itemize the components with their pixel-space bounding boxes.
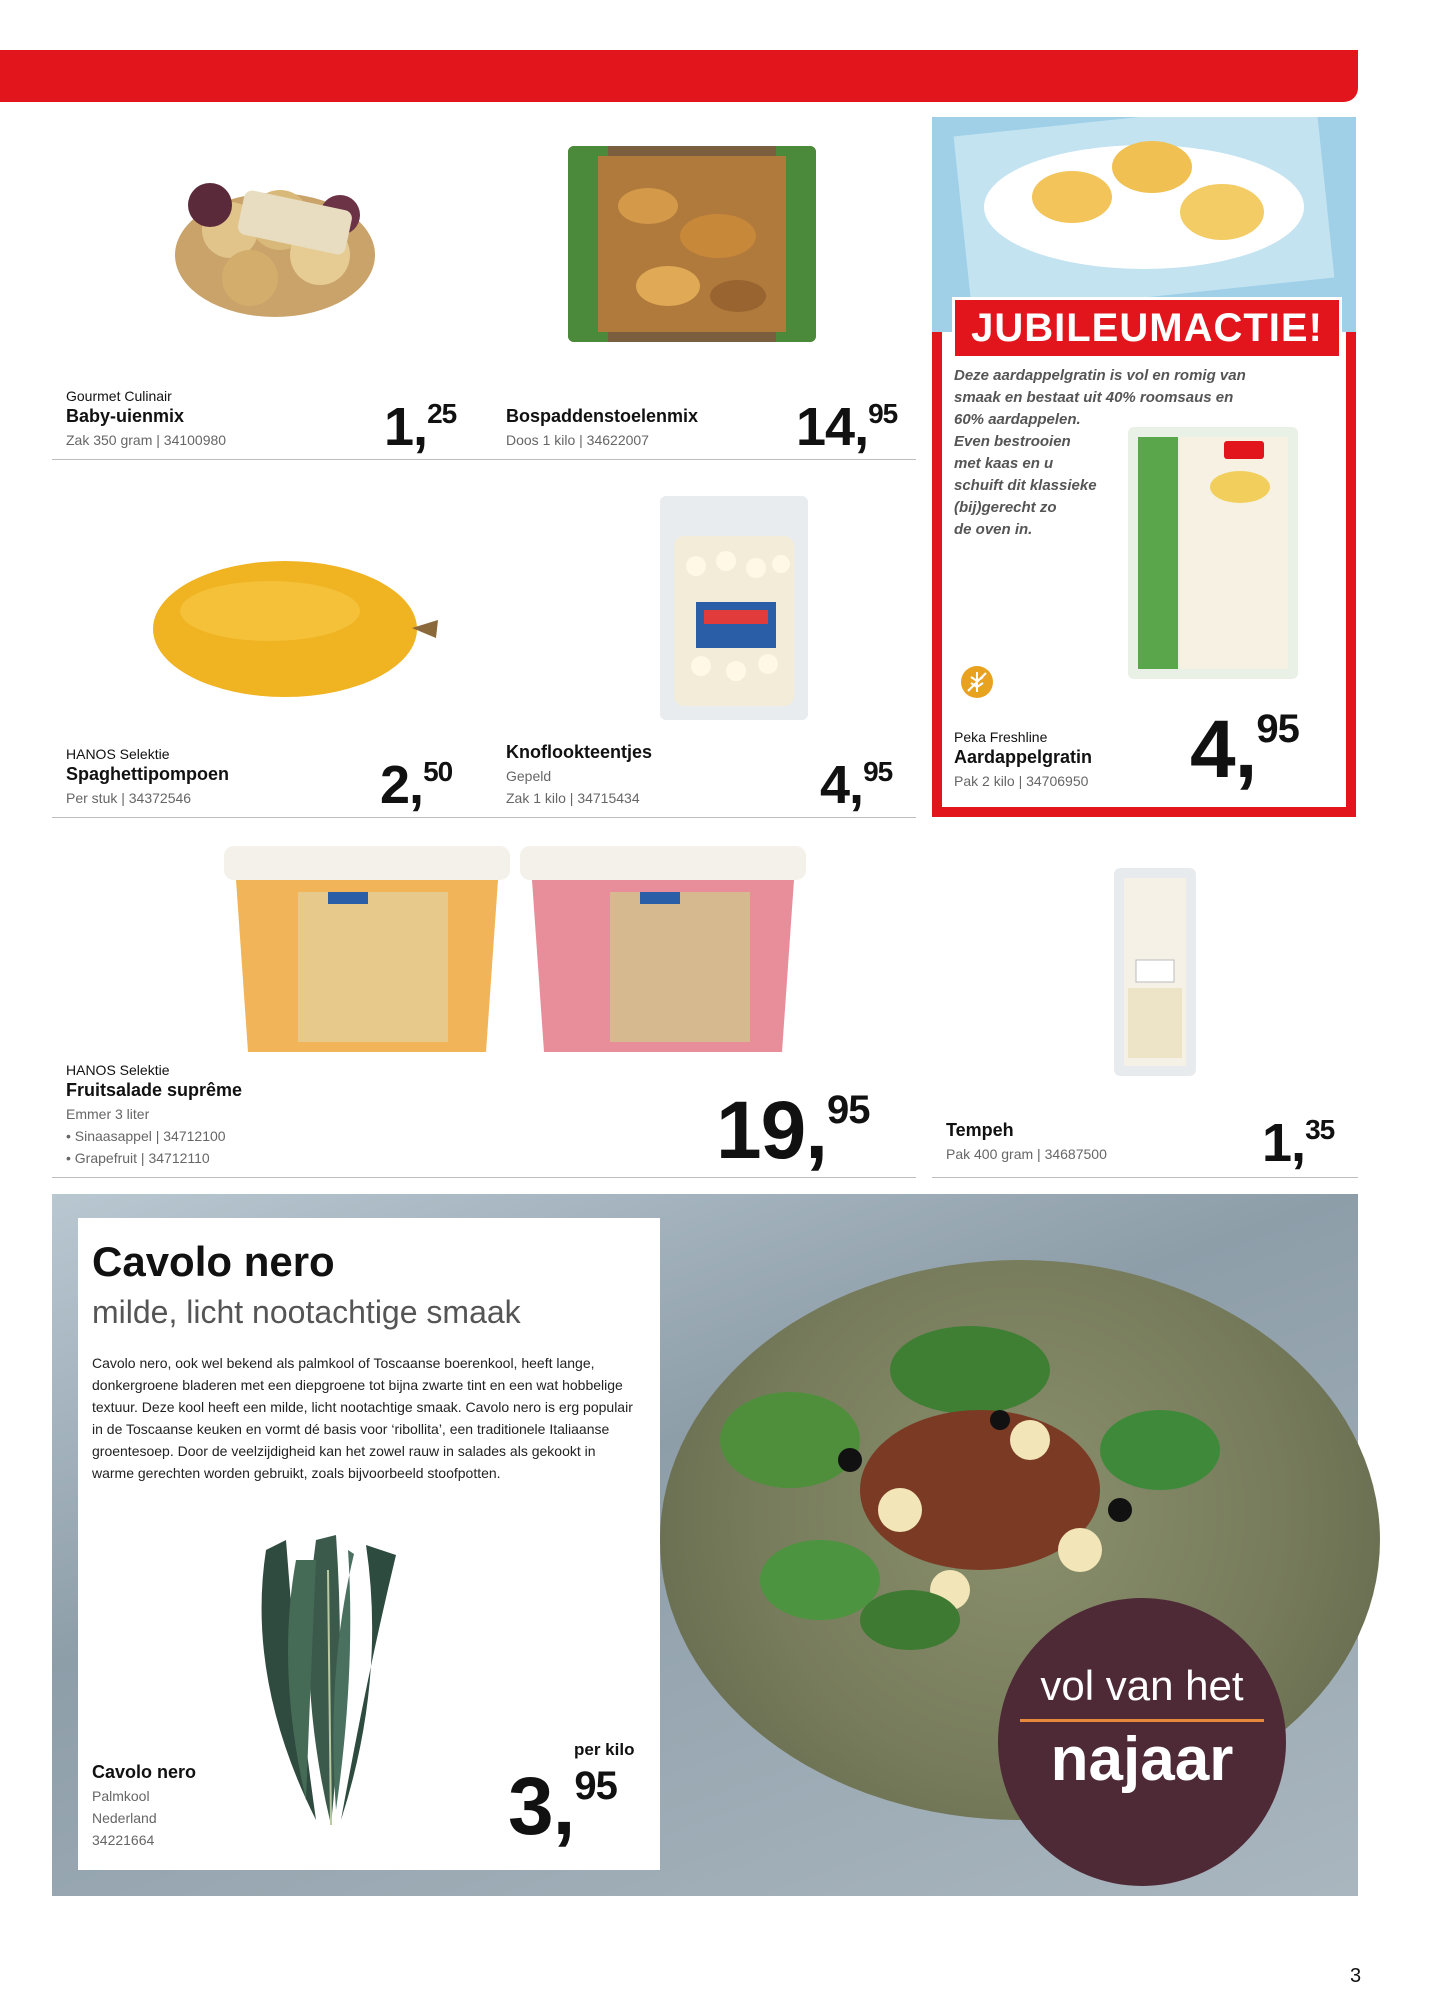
- tempeh-package-image: [1114, 868, 1196, 1076]
- product-detail: Emmer 3 liter: [66, 1106, 150, 1122]
- badge-divider: [1020, 1719, 1264, 1722]
- cavolo-title: Cavolo nero: [92, 1238, 335, 1285]
- product-price: 1,35: [1262, 1113, 1335, 1173]
- price-integer: 1: [1262, 1113, 1292, 1173]
- product-name: Knoflookteentjes: [506, 742, 653, 762]
- product-name: Aardappelgratin: [954, 747, 1093, 767]
- jubileum-text-line: met kaas en u: [954, 455, 1054, 472]
- price-cents: 95: [1256, 707, 1299, 751]
- product-name: Baby-uienmix: [66, 406, 185, 426]
- cavolo-description: Cavolo nero, ook wel bekend als palmkool of Toscaanse boerenkool, heeft lange, donkergroene bladeren met een diepgroene tot bijna zwarte tint en een wat hobbelige textuur. Deze kool heeft een milde, licht nootachtige smaak. Cavolo nero is erg populair in de Toscaanse keuken en vormt dé basis voor ‘ribollita’, een traditionele Italiaanse groentesoep. Door de veelzijdigheid kan het zowel rauw in salades als gekookt in warme gerechten worden gebruikt, zoals bijvoorbeeld stoofpotten.: [92, 1355, 633, 1481]
- product-detail: Pak 400 gram | 34687500: [946, 1146, 1107, 1162]
- product-price: 2,50: [380, 755, 453, 815]
- price-cents: 95: [827, 1088, 870, 1132]
- product-detail: Zak 1 kilo | 34715434: [506, 790, 640, 806]
- gratin-package-image: [1128, 427, 1298, 679]
- jubileum-title: JUBILEUMACTIE!: [952, 297, 1342, 359]
- product-name: Cavolo nero: [92, 1762, 197, 1782]
- product-brand: Peka Freshline: [954, 729, 1048, 745]
- jubileum-text-line: (bij)gerecht zo: [954, 499, 1057, 516]
- badge-line-1: vol van het: [1040, 1662, 1244, 1709]
- price-cents: 95: [574, 1764, 617, 1808]
- page-number: 3: [1350, 1965, 1362, 1987]
- divider: [52, 459, 916, 460]
- jubileum-promo-box: [932, 117, 1356, 817]
- price-integer: 19: [716, 1085, 806, 1176]
- product-price: 4,95: [820, 755, 893, 815]
- product-detail: Pak 2 kilo | 34706950: [954, 773, 1089, 789]
- product-price: 4,95: [1190, 704, 1299, 795]
- price-integer: 4: [820, 755, 850, 815]
- orange-fruit-bucket-image: [224, 846, 510, 1056]
- product-name: Bospaddenstoelenmix: [506, 406, 699, 426]
- product-price: 1,25: [384, 397, 457, 457]
- cavolo-subtitle: milde, licht nootachtige smaak: [92, 1294, 521, 1330]
- cavolo-nero-image: [236, 1530, 422, 1830]
- price-integer: 3: [508, 1761, 553, 1852]
- price-cents: 50: [423, 756, 453, 787]
- price-integer: 1: [384, 397, 414, 457]
- product-detail: 34221664: [92, 1832, 155, 1848]
- product-price: 19,95: [716, 1085, 870, 1176]
- product-detail: Doos 1 kilo | 34622007: [506, 432, 649, 448]
- glutenvrij-icon: [960, 665, 994, 699]
- product-name: Fruitsalade suprême: [66, 1080, 243, 1100]
- jubileum-text-line: de oven in.: [954, 521, 1033, 538]
- price-integer: 14: [796, 397, 855, 457]
- divider: [52, 1177, 916, 1178]
- price-cents: 95: [863, 756, 893, 787]
- jubileum-text-line: 60% aardappelen.: [954, 411, 1081, 428]
- garlic-bag-image: [656, 496, 812, 720]
- price-integer: 4: [1190, 704, 1235, 795]
- product-brand: HANOS Selektie: [66, 1062, 170, 1078]
- product-detail: Nederland: [92, 1810, 157, 1826]
- per-kilo-label: per kilo: [574, 1740, 635, 1759]
- top-banner: [0, 50, 1358, 102]
- product-detail: Gepeld: [506, 768, 552, 784]
- product-name: Tempeh: [946, 1120, 1014, 1140]
- badge-line-2: najaar: [1050, 1725, 1234, 1794]
- divider: [932, 1177, 1358, 1178]
- jubileum-text-line: schuift dit klassieke: [954, 477, 1097, 494]
- product-detail: Palmkool: [92, 1788, 150, 1804]
- spaghetti-squash-image: [150, 556, 440, 702]
- product-brand: HANOS Selektie: [66, 746, 170, 762]
- product-detail: • Sinaasappel | 34712100: [66, 1128, 226, 1144]
- price-cents: 25: [427, 398, 457, 429]
- product-price: 14,95: [796, 397, 898, 457]
- price-cents: 35: [1305, 1114, 1335, 1145]
- jubileum-text-line: smaak en bestaat uit 40% roomsaus en: [954, 389, 1234, 406]
- product-name: Spaghettipompoen: [66, 764, 229, 784]
- divider: [52, 817, 916, 818]
- product-detail: Zak 350 gram | 34100980: [66, 432, 227, 448]
- product-brand: Gourmet Culinair: [66, 388, 172, 404]
- product-price: 3,95: [508, 1761, 617, 1852]
- product-detail: Per stuk | 34372546: [66, 790, 192, 806]
- grapefruit-bucket-image: [520, 846, 806, 1056]
- baby-onions-image: [170, 160, 380, 325]
- price-integer: 2: [380, 755, 410, 815]
- mushroom-box-image: [568, 146, 816, 342]
- jubileum-text-line: Even bestrooien: [954, 433, 1071, 450]
- product-detail: • Grapefruit | 34712110: [66, 1150, 210, 1166]
- jubileum-text-line: Deze aardappelgratin is vol en romig van: [954, 367, 1246, 384]
- price-cents: 95: [868, 398, 898, 429]
